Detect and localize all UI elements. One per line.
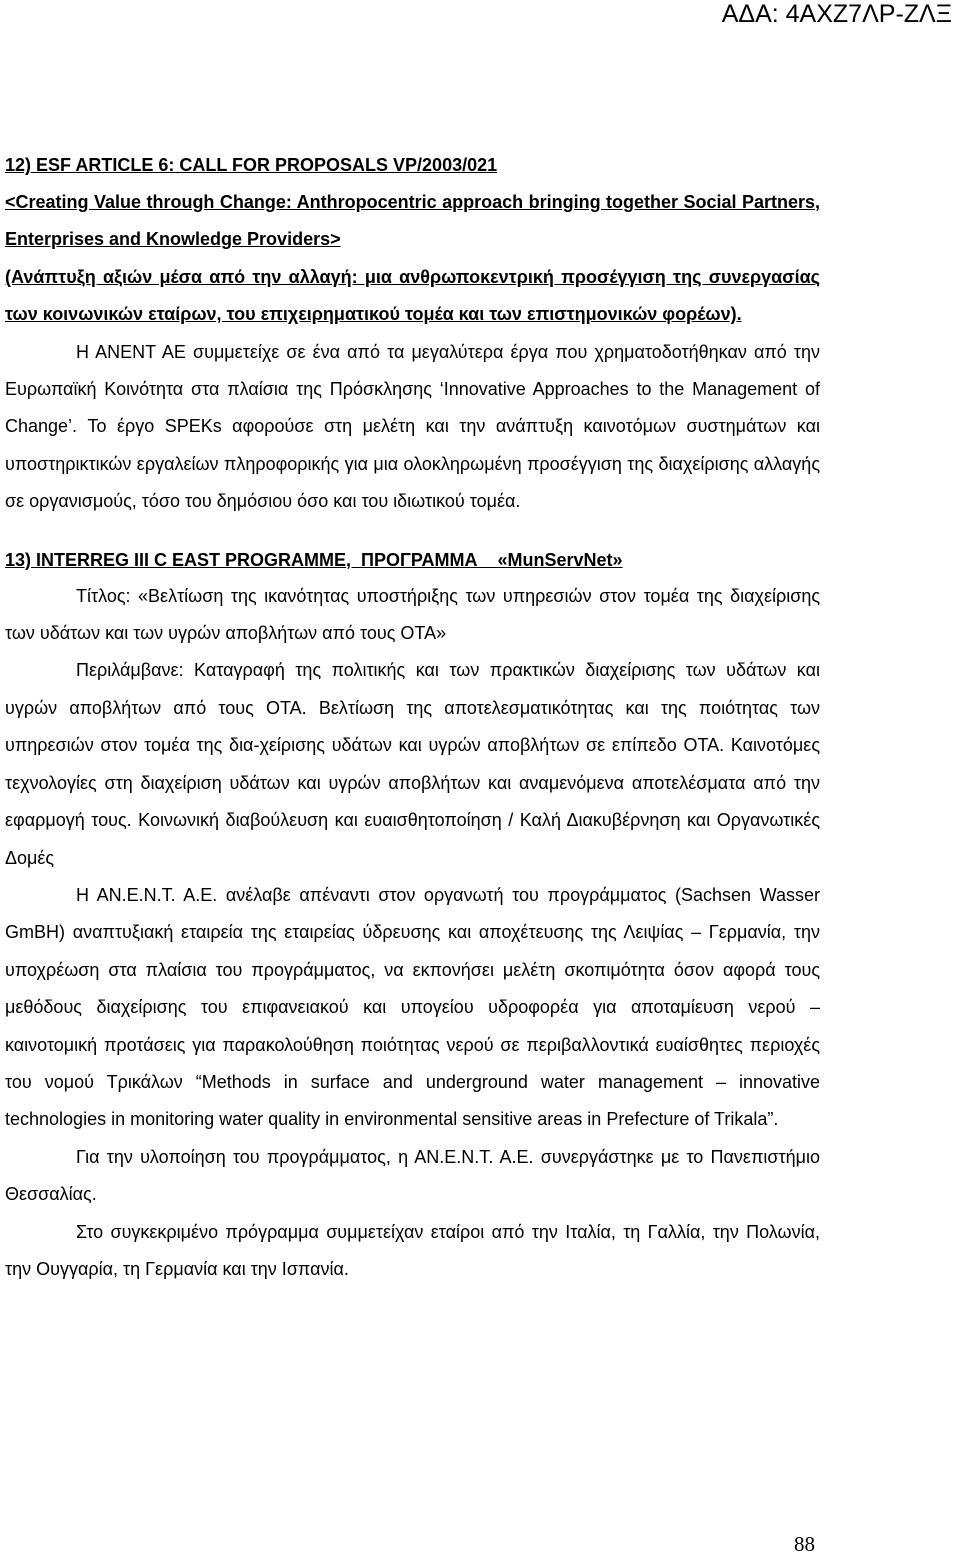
section-12-english-subtitle: <Creating Value through Change: Anthropocentric approach bringing together Social Partners, Enterprises and Knowledge Providers>	[5, 192, 820, 250]
section-12-paragraph: Η ΑΝΕΝΤ ΑΕ συμμετείχε σε ένα από τα μεγαλύτερα έργα που χρηματοδοτήθηκαν από την Ευρωπαϊκή Κοινότητα στα πλαίσια της Πρόσκλησης ‘Innovative Approaches to the Management of Change’. Το έργο SPEKs αφορούσε στη μελέτη και την ανάπτυξη καινοτόμων συστημάτων και υποστηρικτικών εργαλείων πληροφορικής για μια ολοκληρωμένη προσέγγιση της διαχείρισης αλλαγής σε οργανισμούς, τόσο του δημόσιου όσο και του ιδιωτικού τομέα.	[5, 341, 820, 512]
section-12-greek-subtitle: (Ανάπτυξη αξιών μέσα από την αλλαγή: μια ανθρωποκεντρική προσέγγιση της συνεργασίας των κοινωνικών εταίρων, του επιχειρηματικού τομέα και των επιστημονικών φορέων).	[5, 266, 820, 325]
page-number: 88	[794, 1532, 815, 1556]
section-13-obligation-paragraph: Η ΑΝ.Ε.Ν.Τ. Α.Ε. ανέλαβε απέναντι στον οργανωτή του προγράμματος (Sachsen Wasser GmBH) αναπτυξιακή εταιρεία της εταιρείας ύδρευσης και αποχέτευσης της Λειψίας – Γερμανία, την υποχρέωση στα πλαίσια του προγράμματος, να εκπονήσει μελέτη σκοπιμότητα όσον αφορά τους μεθόδους διαχείρισης του επιφανειακού και υπογείου υδροφορέα για αποταμίευση νερού – καινοτομική προτάσεις για παρακολούθηση ποιότητας νερού σε περιβαλλοντικά ευαίσθητες περιοχές του νομού Τρικάλων “Methods in surface and underground water management – innovative technologies in monitoring water quality in environmental sensitive areas in Prefecture of Trikala”.	[5, 884, 820, 1130]
section-13-title: 13) INTERREG III C EAST PROGRAMME, ΠΡΟΓΡΑΜΜΑ «MunServNet»	[5, 549, 623, 570]
ada-code: ΑΔΑ: 4ΑΧΖ7ΛΡ-ΖΛΞ	[721, 0, 952, 28]
section-13-scope-paragraph: Περιλάμβανε: Καταγραφή της πολιτικής και των πρακτικών διαχείρισης των υδάτων και υγρών αποβλήτων από τους ΟΤΑ. Βελτίωση της αποτελεσματικότητας και της ποιότητας των υπηρεσιών στον τομέα της δια-χείρισης υδάτων και υγρών αποβλήτων σε επίπεδο ΟΤΑ. Καινοτόμες τεχνολογίες στη διαχείριση υδάτων και υγρών αποβλήτων και αναμενόμενα αποτελέσματα από την εφαρμογή τους. Κοινωνική διαβούλευση και ευαισθητοποίηση / Καλή Διακυβέρνηση και Οργανωτικές Δομές	[5, 660, 820, 868]
section-13-partner-paragraph: Για την υλοποίηση του προγράμματος, η ΑΝ.Ε.Ν.Τ. Α.Ε. συνεργάστηκε με το Πανεπιστήμιο Θεσσαλίας.	[5, 1146, 820, 1205]
section-13-countries-paragraph: Στο συγκεκριμένο πρόγραμμα συμμετείχαν εταίροι από την Ιταλία, τη Γαλλία, την Πολωνία, την Ουγγαρία, τη Γερμανία και την Ισπανία.	[5, 1221, 820, 1279]
page-content	[5, 146, 820, 1288]
section-13-title-paragraph: Τίτλος: «Βελτίωση της ικανότητας υποστήριξης των υπηρεσιών στον τομέα της διαχείρισης των υδάτων και των υγρών αποβλήτων από τους ΟΤΑ»	[5, 585, 820, 644]
section-12-title: 12) ESF ARTICLE 6: CALL FOR PROPOSALS VP/2003/021	[5, 155, 498, 175]
